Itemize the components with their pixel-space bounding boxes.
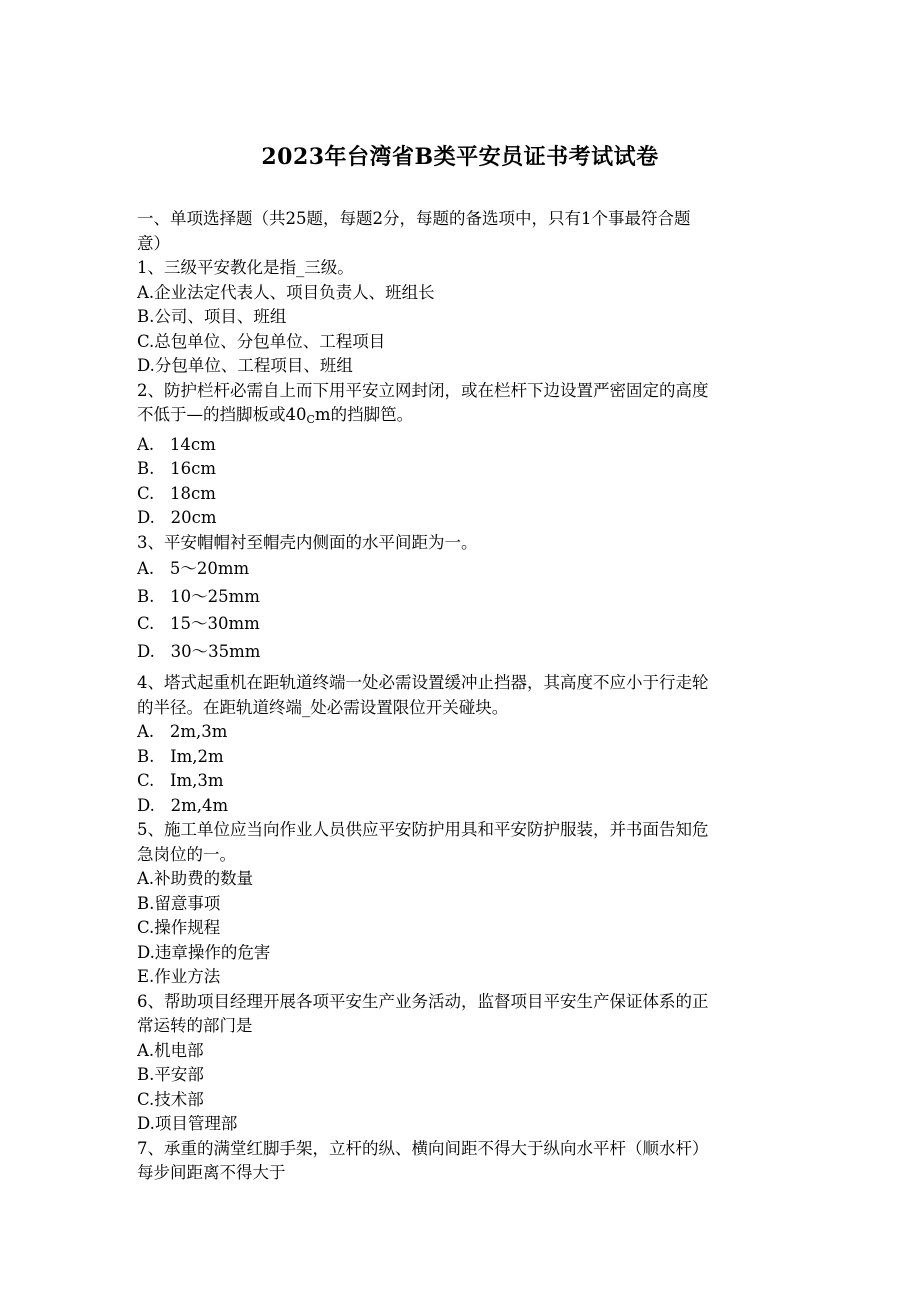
question-stem-cont: 急岗位的一。 <box>137 844 236 864</box>
option-a: A.机电部 <box>137 1040 204 1060</box>
option-a: A. 14cm <box>137 434 216 454</box>
question-7 <box>137 1137 787 1186</box>
document-title: 2023年台湾省B类平安员证书考试试卷 <box>261 144 659 170</box>
question-stem: 1、三级平安教化是指_三级。 <box>137 258 354 277</box>
question-stem-cont: 的半径。在距轨道终端_处必需设置限位开关碰块。 <box>137 697 509 717</box>
option-d: D.违章操作的危害 <box>137 942 271 962</box>
stem-subscript: C <box>306 413 315 426</box>
stem-text-end: m的挡脚笆。 <box>314 405 414 424</box>
question-1 <box>137 256 787 379</box>
option-c: C.总包单位、分包单位、工程项目 <box>137 331 386 351</box>
option-c: C. Im,3m <box>137 771 224 790</box>
option-d: D. 2m,4m <box>137 795 229 815</box>
question-2 <box>137 379 787 531</box>
document-body <box>137 207 787 1186</box>
option-a: A. 5～20mm <box>137 559 250 578</box>
option-c: C. 18cm <box>137 483 216 503</box>
question-stem: 7、承重的满堂红脚手架，立杆的纵、横向间距不得大于纵向水平杆（顺水杆） <box>137 1138 709 1158</box>
option-d: D. 20cm <box>137 508 217 527</box>
option-d: D.分包单位、工程项目、班组 <box>137 356 353 375</box>
option-e: E.作业方法 <box>137 967 221 986</box>
option-b: B.平安部 <box>137 1065 204 1084</box>
question-stem: 3、平安帽帽衬至帽壳内侧面的水平间距为一。 <box>137 532 478 552</box>
option-c: C.技术部 <box>137 1089 204 1109</box>
option-a: A.补助费的数量 <box>137 869 254 888</box>
question-stem: 5、施工单位应当向作业人员供应平安防护用具和平安防护服装，并书面告知危 <box>137 820 709 839</box>
question-stem: 2、防护栏杆必需自上而下用平安立网封闭，或在栏杆下边设置严密固定的高度 <box>137 380 709 400</box>
question-4 <box>137 671 787 818</box>
question-stem-cont <box>137 403 787 433</box>
option-b: B.公司、项目、班组 <box>137 307 287 326</box>
stem-text: 不低于—的挡脚板或40 <box>137 405 307 424</box>
question-stem-cont: 每步间距离不得大于 <box>137 1163 286 1182</box>
option-b: B. 10～25mm <box>137 586 260 606</box>
question-5 <box>137 818 787 990</box>
option-b: B.留意事项 <box>137 893 221 913</box>
question-stem-cont: 常运转的部门是 <box>137 1016 253 1035</box>
question-3 <box>137 531 787 666</box>
section-heading-cont: 意） <box>137 233 170 253</box>
question-stem: 6、帮助项目经理开展各项平安生产业务活动，监督项目平安生产保证体系的正 <box>137 991 709 1011</box>
question-stem: 4、塔式起重机在距轨道终端一处必需设置缓冲止挡器，其高度不应小于行走轮 <box>137 673 709 692</box>
option-d: D.项目管理部 <box>137 1114 238 1133</box>
question-6 <box>137 990 787 1137</box>
option-b: B. Im,2m <box>137 746 224 766</box>
option-d: D. 30～35mm <box>137 641 261 661</box>
option-a: A.企业法定代表人、项目负责人、班组长 <box>137 282 435 302</box>
option-c: C.操作规程 <box>137 918 221 937</box>
option-c: C. 15～30mm <box>137 614 260 633</box>
option-b: B. 16cm <box>137 459 216 478</box>
option-a: A. 2m,3m <box>137 722 228 741</box>
section-heading: 一、单项选择题（共25题，每题2分，每题的备选项中，只有1个事最符合题 <box>137 209 691 228</box>
